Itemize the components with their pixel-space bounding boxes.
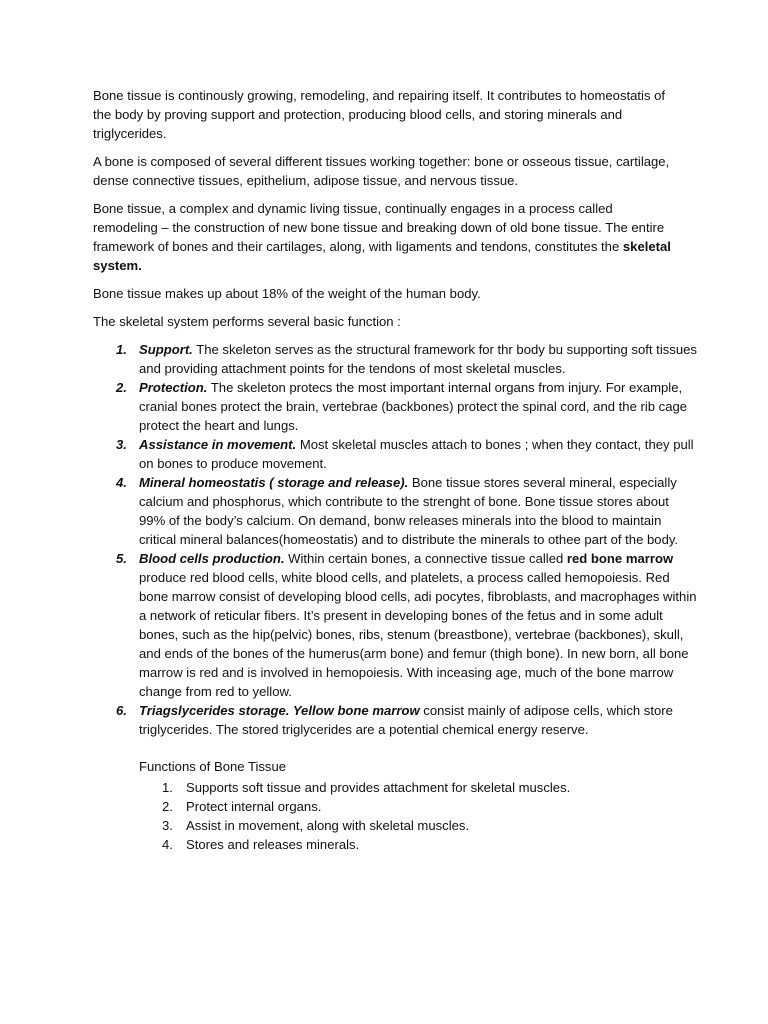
summary-text: Protect internal organs. (186, 799, 322, 814)
summary-item (139, 797, 698, 816)
summary-text: Stores and releases minerals. (186, 837, 360, 852)
function-term: Blood cells production. (139, 551, 285, 566)
remodeling-text: Bone tissue, a complex and dynamic living tissue, continually engages in a process called remodeling – the construction of new bone tissue and breaking down of old bone tissue. The entire framework of bones and their cartilages, along, with ligaments and tendons, constitutes the (93, 201, 665, 254)
paragraph-remodeling (93, 199, 675, 275)
intro-section (93, 86, 675, 331)
summary-item (139, 816, 698, 835)
list-number: 4. (162, 837, 173, 852)
function-term: Assistance in movement. (139, 437, 297, 452)
summary-text: Assist in movement, along with skeletal muscles. (186, 818, 470, 833)
skeletal-functions-list (93, 340, 698, 739)
summary-item (139, 778, 698, 797)
list-number: 3. (162, 818, 173, 833)
function-description-part: produce red blood cells, white blood cells, and platelets, a process called hemopoiesis. Red bone marrow consist of developing blood cells, adi pocytes, fibroblasts, and macrophages within a network of reticular fibers. It’s present in developing bones of the fetus and in some adult bones, such as the hip(pelvic) bones, ribs, stenum (breastbone), vertebrae (backbones), skull, and ends of the bones of the humerus(arm bone) and femur (thigh bone). In new born, all bone marrow is red and is involved in hemopoiesis. With inceasing age, much of the bone marrow change from red to yellow. (139, 570, 697, 699)
list-number: 6. (116, 703, 127, 718)
summary-list (139, 778, 698, 854)
function-item (93, 340, 698, 378)
function-term: Mineral homeostatis ( storage and release). (139, 475, 409, 490)
red-bone-marrow-term: red bone marrow (566, 551, 674, 566)
function-term: Protection. (139, 380, 208, 395)
summary-text: Supports soft tissue and provides attachment for skeletal muscles. (186, 780, 571, 795)
function-item (93, 701, 698, 739)
paragraph-bone-weight: Bone tissue makes up about 18% of the weight of the human body. (93, 286, 481, 301)
summary-item (139, 835, 698, 854)
function-item (93, 435, 698, 473)
summary-section (93, 757, 698, 854)
function-item (93, 473, 698, 549)
function-description: The skeleton serves as the structural framework for thr body bu supporting soft tissues and providing attachment points for the tendons of most skeletal muscles. (139, 342, 697, 376)
function-description: Bone tissue stores several mineral, especially calcium and phosphorus, which contribute to the strenght of bone. Bone tissue stores about 99% of the body’s calcium. On demand, bonw releases minerals into the blood to maintain critical mineral balances(homeostatis) and to distribute the minerals to othee part of the body. (139, 475, 679, 547)
function-term: Support. (139, 342, 193, 357)
list-number: 1. (116, 342, 127, 357)
list-number: 2. (116, 380, 127, 395)
paragraph-functions-intro: The skeletal system performs several basic function : (93, 314, 401, 329)
function-description: Most skeletal muscles attach to bones ; when they contact, they pull on bones to produce movement. (139, 437, 694, 471)
function-description: The skeleton protecs the most important internal organs from injury. For example, cranial bones protect the brain, vertebrae (backbones) protect the spinal cord, and the rib cage protect the heart and lungs. (139, 380, 688, 433)
list-number: 5. (116, 551, 127, 566)
function-term: Triagslycerides storage. Yellow bone marrow (139, 703, 420, 718)
paragraph-bone-composition: A bone is composed of several different tissues working together: bone or osseous tissue, cartilage, dense connective tissues, epithelium, adipose tissue, and nervous tissue. (93, 154, 670, 188)
paragraph-intro-homeostasis: Bone tissue is continously growing, remodeling, and repairing itself. It contributes to homeostatis of the body by proving support and protection, producing blood cells, and storing minerals and triglycerides. (93, 88, 666, 141)
summary-title: Functions of Bone Tissue (139, 759, 287, 774)
list-number: 2. (162, 799, 173, 814)
skeletal-system-term: skeletal system. (93, 239, 671, 273)
list-number: 4. (116, 475, 127, 490)
function-description-part: Within certain bones, a connective tissue called (284, 551, 567, 566)
list-number: 3. (116, 437, 127, 452)
function-item (93, 549, 698, 701)
function-item (93, 378, 698, 435)
function-description: consist mainly of adipose cells, which store triglycerides. The stored triglycerides are a potential chemical energy reserve. (139, 703, 673, 737)
list-number: 1. (162, 780, 173, 795)
